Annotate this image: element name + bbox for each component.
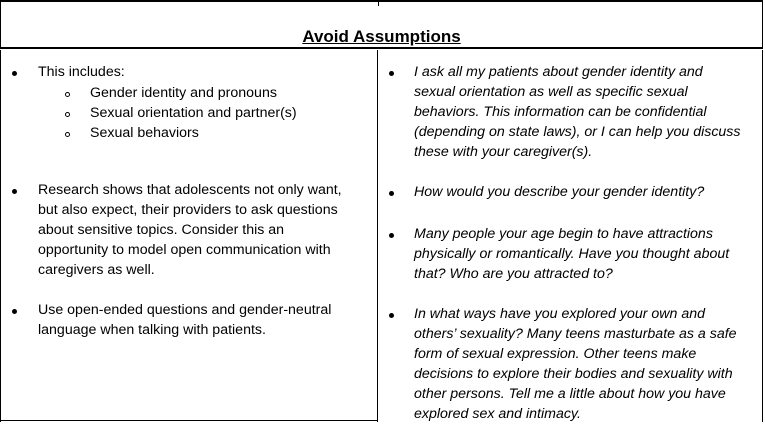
bullet-icon	[389, 191, 394, 196]
content-row	[0, 50, 763, 422]
text-line: physically or romantically. Have you thought about	[414, 246, 730, 262]
text-line: sexual orientation as well as specific sexual	[414, 84, 688, 100]
list-item-text: This includes:	[38, 64, 125, 80]
text-line: caregivers as well.	[38, 262, 155, 278]
sub-item-text: Sexual orientation and partner(s)	[90, 105, 297, 121]
text-line: other persons. Tell me a little about how you have	[414, 386, 726, 402]
section-title: Avoid Assumptions	[302, 27, 461, 46]
sub-item-text: Gender identity and pronouns	[90, 85, 277, 101]
table-bottom-border	[0, 420, 377, 421]
text-line: opportunity to model open communication with	[38, 242, 331, 258]
circle-bullet-icon	[65, 112, 70, 117]
text-line: about sensitive topics. Consider this an	[38, 222, 285, 238]
bullet-icon	[389, 71, 394, 76]
text-line: that? Who are you attracted to?	[414, 266, 613, 282]
text-line: Many people your age begin to have attractions	[414, 226, 713, 242]
bullet-icon	[12, 309, 17, 314]
bullet-icon	[389, 313, 394, 318]
bullet-icon	[389, 233, 394, 238]
text-line: but also expect, their providers to ask questions	[38, 202, 338, 218]
text-line: I ask all my patients about gender identity and	[414, 64, 703, 80]
text-line: form of sexual expression. Other teens make	[414, 346, 697, 362]
text-line: these with your caregiver(s).	[414, 144, 593, 160]
text-line: explored sex and intimacy.	[414, 406, 581, 422]
bullet-icon	[12, 189, 17, 194]
text-line: (depending on state laws), or I can help you discuss	[414, 124, 741, 140]
text-line: language when talking with patients.	[38, 322, 266, 338]
text-line: Use open-ended questions and gender-neutral	[38, 302, 332, 318]
text-line: How would you describe your gender identity?	[414, 184, 705, 200]
sub-item-text: Sexual behaviors	[90, 125, 199, 141]
text-line: Research shows that adolescents not only want,	[38, 182, 342, 198]
text-line: decisions to explore their bodies and sexuality with	[414, 366, 733, 382]
bullet-icon	[12, 71, 17, 76]
circle-bullet-icon	[65, 92, 70, 97]
title-row	[0, 1, 763, 49]
text-line: others’ sexuality? Many teens masturbate as a safe	[414, 326, 737, 342]
circle-bullet-icon	[65, 132, 70, 137]
text-line: In what ways have you explored your own and	[414, 306, 706, 322]
text-line: behaviors. This information can be confidential	[414, 104, 707, 120]
column-divider	[377, 50, 378, 422]
